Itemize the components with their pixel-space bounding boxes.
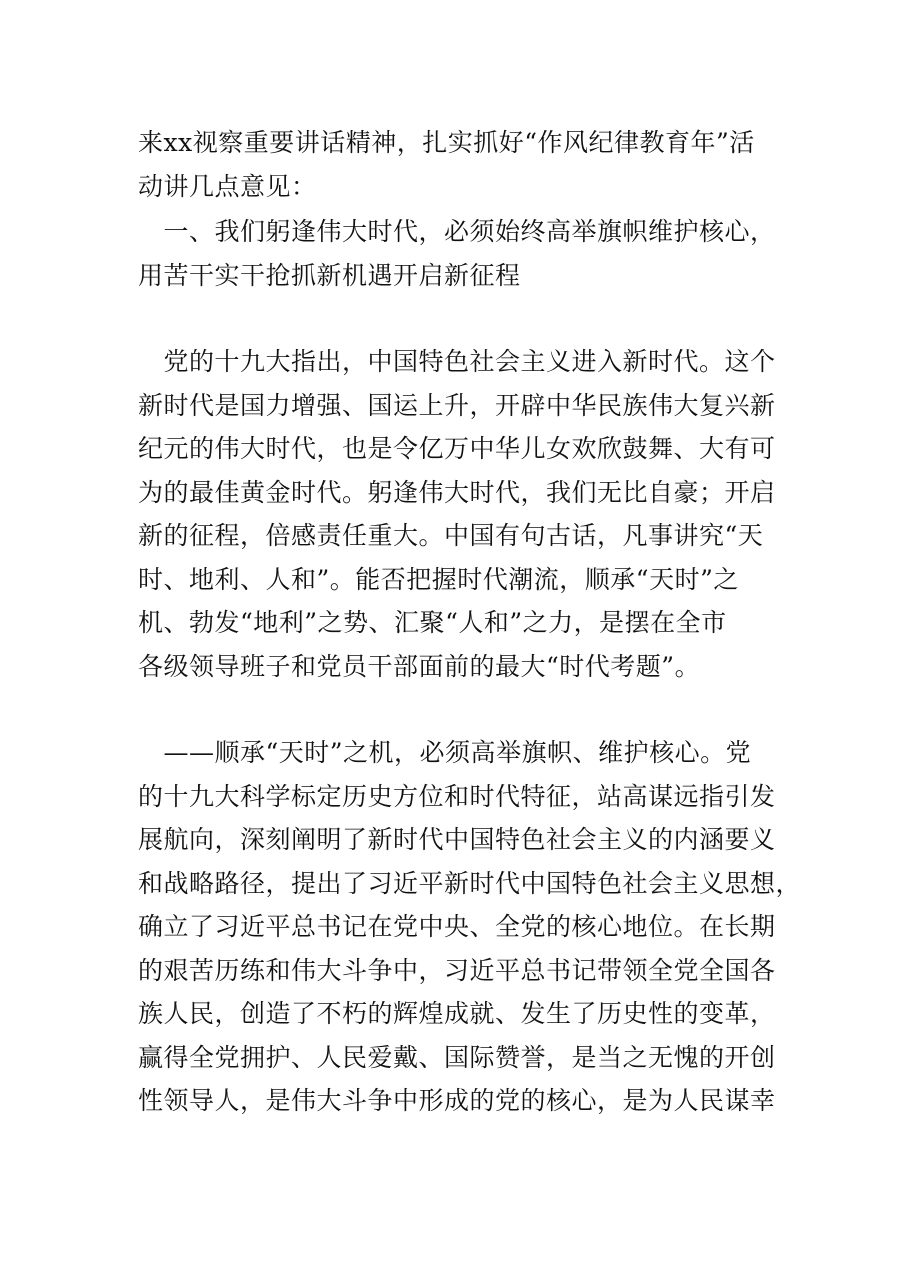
section-heading-1 <box>138 210 776 297</box>
text-line: 赢得全党拥护、人民爱戴、国际赞誉，是当之无愧的开创 <box>138 1042 776 1072</box>
text-line: 用苦干实干抢抓新机遇开启新征程 <box>138 260 521 290</box>
paragraph-intro-continuation <box>138 121 766 208</box>
text-line: 为的最佳黄金时代。躬逢伟大时代，我们无比自豪；开启 <box>138 477 776 507</box>
text-line: 一、我们躬逢伟大时代，必须始终高举旗帜维护核心， <box>138 217 776 246</box>
text-line: 的艰苦历练和伟大斗争中，习近平总书记带领全党全国各 <box>138 955 776 985</box>
text-line: 党的十九大指出，中国特色社会主义进入新时代。这个 <box>138 347 776 376</box>
text-line: 新的征程，倍感责任重大。中国有句古话，凡事讲究“天 <box>138 521 764 550</box>
text-line: ——顺承“天时”之机，必须高举旗帜、维护核心。党 <box>138 738 752 767</box>
text-line: 来xx视察重要讲话精神，扎实抓好“作风纪律教育年”活 <box>138 128 755 157</box>
text-line: 确立了习近平总书记在党中央、全党的核心地位。在长期 <box>138 912 776 941</box>
text-line: 机、勃发“地利”之势、汇聚“人和”之力，是摆在全市 <box>138 608 727 637</box>
paragraph-tianshi <box>138 731 802 1123</box>
text-line: 纪元的伟大时代，也是令亿万中华儿女欢欣鼓舞、大有可 <box>138 434 776 463</box>
text-line: 新时代是国力增强、国运上升，开辟中华民族伟大复兴新 <box>138 390 776 420</box>
text-line: 各级领导班子和党员干部面前的最大“时代考题”。 <box>138 651 701 681</box>
paragraph-new-era <box>138 340 776 688</box>
text-line: 性领导人，是伟大斗争中形成的党的核心，是为人民谋幸 <box>138 1086 776 1115</box>
text-line: 族人民，创造了不朽的辉煌成就、发生了历史性的变革， <box>138 999 776 1028</box>
text-line: 和战略路径，提出了习近平新时代中国特色社会主义思想， <box>138 868 802 898</box>
text-line: 时、地利、人和”。能否把握时代潮流，顺承“天时”之 <box>138 564 739 594</box>
text-line: 动讲几点意见： <box>138 171 317 201</box>
text-line: 的十九大科学标定历史方位和时代特征，站高谋远指引发 <box>138 781 776 811</box>
text-line: 展航向，深刻阐明了新时代中国特色社会主义的内涵要义 <box>138 825 776 854</box>
